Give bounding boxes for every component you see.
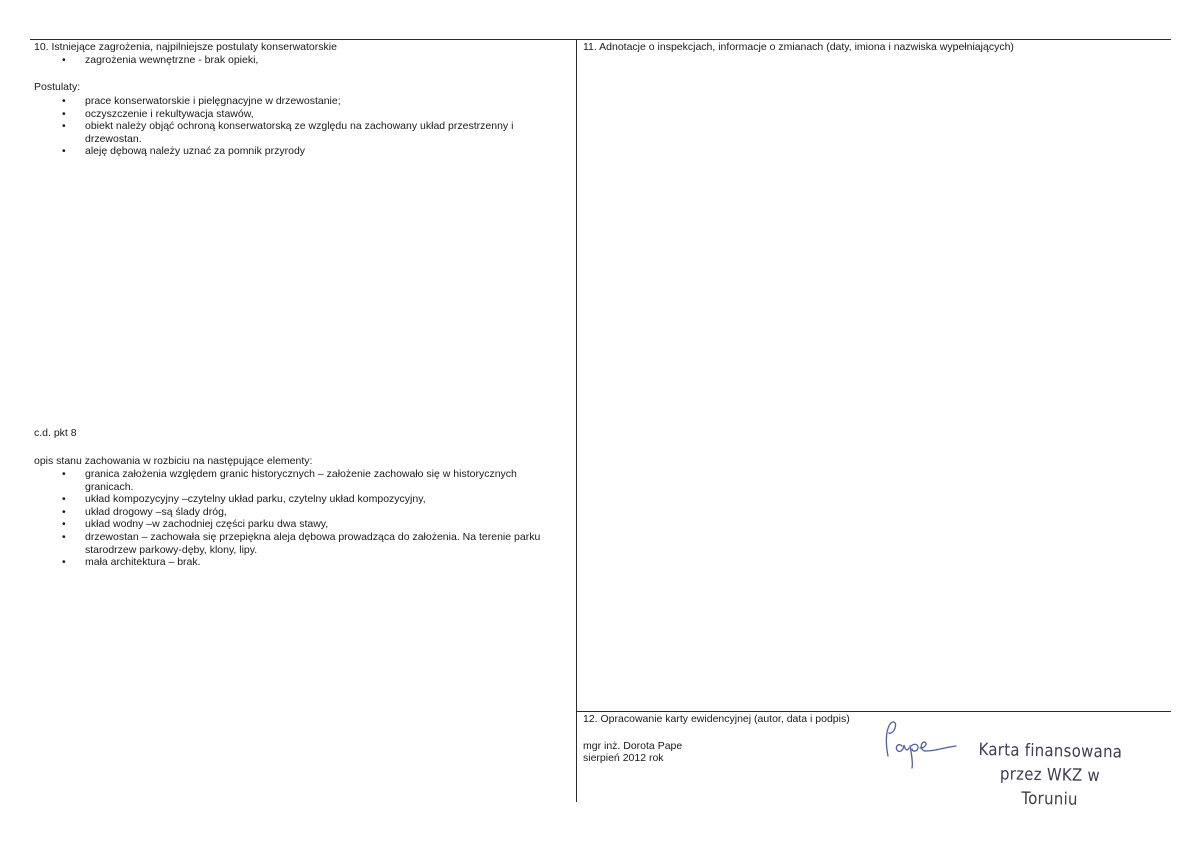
condition-item: • drzewostan – zachowała się przepiękna aleja dębowa prowadząca do założenia. Na terenie parku starodrzew parkowy-dęby, klony, lipy. xyxy=(34,531,559,556)
stamp-line-2: przez WKZ w Toruniu xyxy=(999,764,1101,810)
handwritten-signature xyxy=(880,718,960,770)
condition-item: • mała architektura – brak. xyxy=(34,556,559,569)
postulates-heading: Postulaty: xyxy=(34,81,81,93)
condition-item: • układ drogowy –są ślady dróg, xyxy=(34,506,559,519)
postulate-item: • obiekt należy objąć ochroną konserwatorską ze względu na zachowany układ przestrzenny i drzewostan. xyxy=(34,120,559,145)
section12-title: 12. Opracowanie karty ewidencyjnej (autor, data i podpis) xyxy=(583,713,850,725)
section11-title: 11. Adnotacje o inspekcjach, informacje o zmianach (daty, imiona i nazwiska wypełniających) xyxy=(583,41,1014,53)
stamp-line-1: Karta finansowana xyxy=(978,740,1123,763)
author-name: mgr inż. Dorota Pape xyxy=(583,740,683,752)
postulate-item: • oczyszczenie i rekultywacja stawów, xyxy=(34,108,559,121)
continuation-label: c.d. pkt 8 xyxy=(34,427,77,439)
funding-stamp xyxy=(977,738,1123,813)
condition-item: • układ kompozycyjny –czytelny układ parku, czytelny układ kompozycyjny, xyxy=(34,493,559,506)
threats-list xyxy=(34,54,559,67)
condition-item: • granica założenia względem granic historycznych – założenie zachowało się w historycznych granicach. xyxy=(34,468,559,493)
postulates-list xyxy=(34,95,559,158)
threat-item: • zagrożenia wewnętrzne - brak opieki, xyxy=(34,54,559,67)
condition-item: • układ wodny –w zachodniej części parku dwa stawy, xyxy=(34,518,559,531)
postulate-item: • prace konserwatorskie i pielęgnacyjne w drzewostanie; xyxy=(34,95,559,108)
condition-list xyxy=(34,468,559,569)
column-divider xyxy=(576,39,577,802)
top-rule xyxy=(30,39,1171,40)
condition-intro: opis stanu zachowania w rozbiciu na następujące elementy: xyxy=(34,455,313,467)
prepared-date: sierpień 2012 rok xyxy=(583,752,664,764)
section10-title: 10. Istniejące zagrożenia, najpilniejsze postulaty konserwatorskie xyxy=(34,41,337,53)
postulate-item: • aleję dębową należy uznać za pomnik przyrody xyxy=(34,145,559,158)
section12-rule xyxy=(577,711,1171,712)
